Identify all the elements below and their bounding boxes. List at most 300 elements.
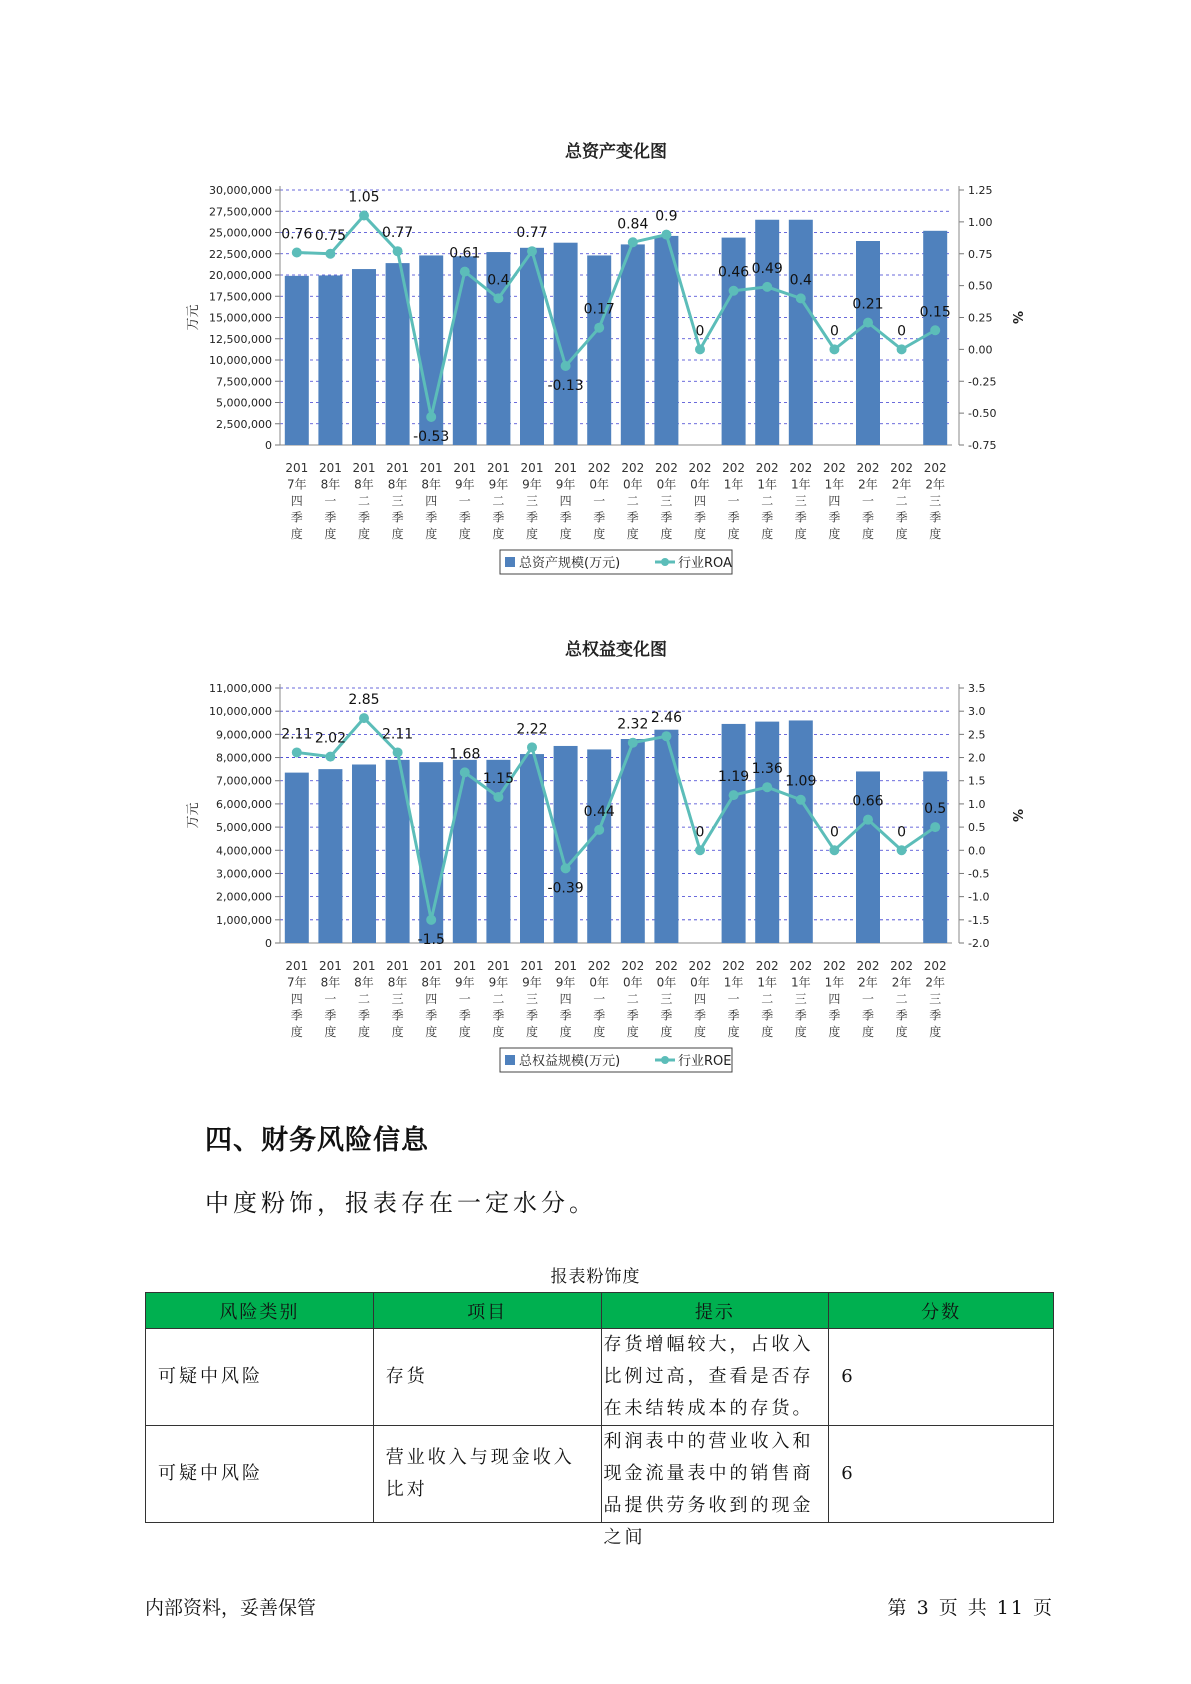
equity-left-tick-label: 7,000,000 [216,774,272,788]
assets-data-label: 0.9 [655,208,678,225]
assets-x-tick-label: 度 [559,527,572,541]
row-category: 可疑中风险 [146,1329,374,1426]
equity-right-tick-label: 1.5 [968,774,986,788]
equity-x-tick-label: 三 [525,992,539,1006]
equity-x-tick-label: 201 [318,959,342,973]
equity-data-label: 2.11 [281,726,313,743]
equity-x-tick-label: 二 [895,992,908,1006]
equity-x-tick-label: 8年 [354,975,374,990]
assets-x-tick-label: 2年 [891,477,912,492]
equity-legend-line-label: 行业ROE [678,1054,732,1069]
assets-x-tick-label: 度 [391,527,404,541]
equity-line-point [527,742,537,752]
equity-right-tick-label: 3.5 [968,682,986,695]
assets-legend-line-label: 行业ROA [678,556,732,571]
assets-data-label: -0.53 [413,428,450,445]
assets-x-tick-label: 8年 [320,477,341,492]
assets-x-tick-label: 9年 [454,477,475,492]
equity-right-tick-label: -0.5 [968,867,990,881]
equity-bar [318,769,342,943]
assets-data-label: 0.49 [751,260,783,277]
equity-x-tick-label: 1年 [790,975,811,990]
equity-bar [722,724,746,943]
equity-right-tick-label: 3.0 [968,705,986,719]
assets-left-tick-label: 7,500,000 [216,375,272,389]
equity-x-tick-label: 三 [794,992,807,1006]
total-equity-chart [0,628,1191,1098]
total-equity-chart-svg [0,628,1191,1098]
row-hint: 存货增幅较大，占收入比例过高，查看是否存在未结转成本的存货。 [603,1334,814,1419]
equity-bar [453,760,477,943]
assets-left-tick-label: 27,500,000 [209,205,272,219]
equity-x-tick-label: 度 [626,1025,639,1039]
equity-data-label: 0 [829,824,839,841]
assets-x-tick-label: 二 [626,494,639,508]
assets-left-tick-label: 0 [265,439,272,452]
equity-left-tick-label: 4,000,000 [216,844,272,858]
equity-line-point [729,790,739,800]
assets-x-tick-label: 8年 [421,477,442,492]
equity-x-tick-label: 三 [391,992,404,1006]
equity-x-tick-label: 1年 [824,975,845,990]
equity-data-label: 0.66 [852,793,884,810]
assets-x-tick-label: 8年 [354,477,374,492]
total-assets-chart [0,130,1191,600]
assets-data-label: 0.21 [852,296,884,313]
equity-x-tick-label: 季 [458,1008,471,1023]
assets-y2-axis-label: % [1009,310,1024,325]
assets-x-tick-label: 7年 [286,477,307,492]
assets-x-tick-label: 一 [593,494,606,508]
assets-x-tick-label: 度 [895,527,908,541]
assets-bar [587,255,611,445]
equity-x-tick-label: 二 [626,992,639,1006]
assets-x-tick-label: 1年 [790,477,811,492]
equity-right-tick-label: -2.0 [968,937,990,950]
assets-line-point [393,246,403,256]
assets-bar [453,256,477,445]
assets-x-tick-label: 度 [357,527,371,541]
equity-x-tick-label: 度 [559,1025,572,1039]
assets-x-tick-label: 季 [324,510,337,525]
assets-data-label: 0.4 [789,272,812,289]
equity-x-tick-label: 202 [621,959,645,973]
equity-line-point [594,825,604,835]
equity-x-tick-label: 季 [693,1008,707,1023]
assets-bar [352,269,376,445]
equity-x-tick-label: 202 [654,959,678,973]
equity-right-tick-label: 0.0 [968,844,986,858]
assets-line-point [561,361,571,371]
equity-y2-axis-label: % [1009,808,1024,823]
assets-x-tick-label: 1年 [757,477,778,492]
equity-right-tick-label: 0.5 [968,821,986,835]
equity-data-label: 1.15 [482,770,514,787]
equity-x-tick-label: 季 [828,1008,841,1023]
assets-line-point [930,325,940,335]
assets-x-tick-label: 季 [727,510,740,525]
assets-x-tick-label: 三 [525,494,539,508]
assets-x-tick-label: 201 [419,461,443,475]
equity-data-label: 1.19 [718,769,750,786]
assets-data-label: 0 [829,323,839,340]
equity-x-tick-label: 9年 [555,975,576,990]
assets-line-point [661,230,671,240]
assets-x-tick-label: 一 [458,494,471,508]
equity-left-tick-label: 0 [265,937,272,950]
equity-x-tick-label: 201 [352,959,376,973]
equity-line-point [493,792,503,802]
equity-left-tick-label: 6,000,000 [216,797,272,811]
assets-legend-line-marker [661,558,669,566]
equity-left-tick-label: 5,000,000 [216,821,272,835]
equity-x-tick-label: 201 [486,959,510,973]
assets-line-point [594,323,604,333]
equity-x-tick-label: 三 [929,992,942,1006]
row-score: 6 [829,1329,1054,1426]
assets-x-tick-label: 度 [693,527,707,541]
equity-bar [352,765,376,944]
equity-x-tick-label: 202 [890,959,914,973]
assets-x-tick-label: 四 [693,494,707,508]
equity-data-label: 0 [695,824,705,841]
assets-line-point [292,247,302,257]
equity-x-tick-label: 一 [861,992,875,1006]
equity-x-tick-label: 度 [895,1025,908,1039]
assets-left-tick-label: 25,000,000 [209,226,272,240]
equity-x-tick-label: 201 [386,959,410,973]
assets-line-point [460,267,470,277]
equity-x-tick-label: 季 [593,1008,606,1023]
assets-x-tick-label: 0年 [589,477,610,492]
equity-x-tick-label: 季 [357,1008,371,1023]
assets-data-label: 1.05 [348,189,380,206]
equity-data-label: 0 [897,824,907,841]
equity-chart-title: 总权益变化图 [565,640,667,660]
equity-x-tick-label: 三 [660,992,673,1006]
assets-right-tick-label: 1.00 [968,215,993,229]
equity-x-tick-label: 0年 [656,975,677,990]
equity-line-point [829,845,839,855]
equity-left-tick-label: 2,000,000 [216,890,272,904]
assets-data-label: 0.76 [281,226,313,243]
equity-x-tick-label: 202 [923,959,947,973]
assets-x-tick-label: 202 [654,461,678,475]
equity-x-tick-label: 一 [727,992,740,1006]
table-row [146,1329,1054,1426]
table-caption: 报表粉饰度 [550,1267,641,1287]
equity-x-tick-label: 202 [688,959,712,973]
risk-summary: 中度粉饰，报表存在一定水分。 [205,1189,597,1217]
assets-x-tick-label: 202 [722,461,746,475]
equity-x-tick-label: 7年 [286,975,307,990]
assets-x-tick-label: 度 [626,527,639,541]
assets-data-label: 0.17 [583,301,615,318]
equity-x-tick-label: 四 [559,992,572,1006]
row-hint-cell [601,1329,829,1426]
assets-x-tick-label: 201 [285,461,309,475]
equity-right-tick-label: -1.5 [968,913,990,927]
assets-x-tick-label: 202 [789,461,813,475]
equity-legend-line-marker [661,1056,669,1064]
assets-line-point [695,344,705,354]
equity-x-tick-label: 度 [861,1025,875,1039]
equity-x-tick-label: 二 [492,992,505,1006]
assets-x-tick-label: 一 [861,494,875,508]
assets-x-tick-label: 度 [660,527,673,541]
assets-x-tick-label: 四 [559,494,572,508]
assets-x-tick-label: 202 [856,461,880,475]
equity-x-tick-label: 季 [660,1008,673,1023]
assets-right-tick-label: 1.25 [968,184,993,197]
header-score: 分数 [829,1293,1054,1329]
assets-x-tick-label: 度 [425,527,438,541]
assets-left-tick-label: 22,500,000 [209,247,272,261]
equity-x-tick-label: 季 [324,1008,337,1023]
row-item: 存货 [373,1329,601,1426]
assets-x-tick-label: 季 [828,510,841,525]
equity-right-tick-label: 2.5 [968,728,986,742]
equity-line-point [762,782,772,792]
assets-x-tick-label: 二 [492,494,505,508]
section-heading: 四、财务风险信息 [205,1125,429,1156]
equity-x-tick-label: 一 [458,992,471,1006]
row-score: 6 [829,1426,1054,1523]
assets-legend-bar-swatch [505,557,515,567]
assets-bar [755,220,779,445]
equity-left-tick-label: 10,000,000 [209,705,272,719]
assets-x-tick-label: 0年 [656,477,677,492]
assets-x-tick-label: 度 [492,527,505,541]
header-hint: 提示 [601,1293,829,1329]
assets-x-tick-label: 季 [290,510,303,525]
equity-line-point [661,731,671,741]
assets-x-tick-label: 度 [458,527,471,541]
equity-x-tick-label: 度 [727,1025,740,1039]
assets-x-tick-label: 季 [895,510,908,525]
assets-right-tick-label: 0.50 [968,279,993,293]
equity-line-point [292,747,302,757]
assets-left-tick-label: 10,000,000 [209,354,272,367]
equity-x-tick-label: 季 [290,1008,303,1023]
equity-left-tick-label: 1,000,000 [216,913,272,927]
assets-left-tick-label: 30,000,000 [209,184,272,197]
assets-line-point [863,318,873,328]
equity-x-tick-label: 一 [593,992,606,1006]
assets-bar [789,220,813,445]
equity-x-tick-label: 度 [458,1025,471,1039]
equity-bar [755,722,779,943]
equity-x-tick-label: 8年 [387,975,408,990]
equity-x-tick-label: 201 [285,959,309,973]
equity-x-tick-label: 度 [660,1025,673,1039]
assets-x-tick-label: 1年 [824,477,845,492]
header-item: 项目 [373,1293,601,1329]
assets-x-tick-label: 度 [761,527,774,541]
assets-right-tick-label: -0.25 [968,375,997,389]
assets-x-tick-label: 季 [559,510,572,525]
equity-x-tick-label: 201 [419,959,443,973]
equity-x-tick-label: 季 [492,1008,505,1023]
equity-x-tick-label: 季 [929,1008,942,1023]
assets-right-tick-label: -0.75 [968,439,997,452]
equity-y-axis-label: 万元 [186,802,201,829]
equity-x-tick-label: 202 [722,959,746,973]
equity-x-tick-label: 2年 [858,975,878,990]
assets-x-tick-label: 四 [425,494,438,508]
assets-x-tick-label: 9年 [488,477,509,492]
equity-x-tick-label: 8年 [421,975,442,990]
equity-x-tick-label: 度 [693,1025,707,1039]
assets-line-point [897,344,907,354]
assets-left-tick-label: 12,500,000 [209,332,272,346]
assets-x-tick-label: 三 [391,494,404,508]
equity-left-tick-label: 9,000,000 [216,728,272,742]
assets-x-tick-label: 三 [660,494,673,508]
equity-x-tick-label: 季 [895,1008,908,1023]
equity-bar [285,773,309,943]
assets-x-tick-label: 季 [593,510,606,525]
equity-data-label: 2.46 [650,710,682,727]
assets-y-axis-label: 万元 [186,304,201,331]
header-risk-category: 风险类别 [146,1293,374,1329]
assets-right-tick-label: 0.00 [968,343,993,357]
assets-x-tick-label: 季 [525,510,539,525]
equity-right-tick-label: 1.0 [968,797,986,811]
assets-x-tick-label: 0年 [622,477,643,492]
assets-chart-title: 总资产变化图 [565,142,667,162]
assets-x-tick-label: 9年 [522,477,542,492]
assets-bar [923,231,947,445]
assets-x-tick-label: 季 [391,510,404,525]
assets-x-tick-label: 四 [290,494,303,508]
equity-x-tick-label: 季 [525,1008,539,1023]
equity-x-tick-label: 2年 [891,975,912,990]
assets-x-tick-label: 度 [290,527,303,541]
equity-x-tick-label: 度 [391,1025,404,1039]
equity-line-point [863,815,873,825]
equity-x-tick-label: 202 [789,959,813,973]
assets-x-tick-label: 度 [324,527,337,541]
assets-left-tick-label: 20,000,000 [209,269,272,282]
assets-x-tick-label: 度 [593,527,606,541]
assets-x-tick-label: 季 [425,510,438,525]
assets-x-tick-label: 2年 [858,477,878,492]
equity-x-tick-label: 9年 [488,975,509,990]
equity-data-label: 2.85 [348,692,380,709]
equity-line-point [695,845,705,855]
assets-x-tick-label: 三 [794,494,807,508]
equity-bar [554,746,578,943]
assets-data-label: 0.15 [919,304,951,321]
equity-x-tick-label: 度 [425,1025,438,1039]
assets-line-point [628,237,638,247]
assets-x-tick-label: 二 [761,494,774,508]
assets-data-label: -0.13 [547,377,584,394]
equity-x-tick-label: 度 [593,1025,606,1039]
equity-x-tick-label: 二 [761,992,774,1006]
equity-x-tick-label: 度 [324,1025,337,1039]
equity-data-label: 2.32 [617,716,649,733]
equity-x-tick-label: 度 [828,1025,841,1039]
equity-x-tick-label: 度 [525,1025,539,1039]
equity-x-tick-label: 季 [761,1008,774,1023]
equity-line-point [930,822,940,832]
equity-x-tick-label: 四 [425,992,438,1006]
equity-line-point [393,747,403,757]
equity-x-tick-label: 202 [755,959,779,973]
equity-x-tick-label: 季 [727,1008,740,1023]
equity-x-tick-label: 季 [861,1008,875,1023]
assets-data-label: 0.75 [314,227,346,244]
assets-x-tick-label: 度 [727,527,740,541]
assets-x-tick-label: 201 [453,461,477,475]
equity-x-tick-label: 四 [290,992,303,1006]
assets-x-tick-label: 三 [929,494,942,508]
table-row [146,1426,1054,1523]
assets-data-label: 0.84 [617,216,649,233]
assets-x-tick-label: 202 [822,461,846,475]
assets-x-tick-label: 度 [861,527,875,541]
assets-left-tick-label: 15,000,000 [209,311,272,325]
equity-line-point [460,767,470,777]
equity-data-label: 1.09 [785,773,817,790]
assets-x-tick-label: 季 [492,510,505,525]
table-header-row [146,1293,1054,1329]
assets-x-tick-label: 度 [525,527,539,541]
assets-data-label: 0.46 [718,264,750,281]
equity-x-tick-label: 度 [929,1025,942,1039]
assets-x-tick-label: 度 [828,527,841,541]
assets-x-tick-label: 季 [693,510,707,525]
assets-x-tick-label: 201 [318,461,342,475]
equity-left-tick-label: 8,000,000 [216,751,272,765]
assets-x-tick-label: 2年 [925,477,946,492]
assets-x-tick-label: 度 [794,527,807,541]
assets-x-tick-label: 季 [794,510,807,525]
equity-data-label: 1.68 [449,746,481,763]
assets-x-tick-label: 8年 [387,477,408,492]
assets-x-tick-label: 202 [755,461,779,475]
assets-x-tick-label: 201 [352,461,376,475]
assets-x-tick-label: 0年 [690,477,710,492]
equity-line-point [426,915,436,925]
footer-page-number: 第 3 页 共 11 页 [887,1597,1054,1619]
assets-line-point [829,344,839,354]
equity-x-tick-label: 202 [856,959,880,973]
assets-line-point [426,412,436,422]
assets-x-tick-label: 9年 [555,477,576,492]
assets-x-tick-label: 201 [554,461,578,475]
row-category: 可疑中风险 [146,1426,374,1523]
equity-data-label: 2.11 [382,726,414,743]
equity-bar [923,771,947,943]
equity-data-label: 0.5 [924,801,947,818]
assets-data-label: 0.77 [382,225,414,242]
assets-x-tick-label: 四 [828,494,841,508]
equity-x-tick-label: 度 [794,1025,807,1039]
equity-data-label: 2.22 [516,721,548,738]
equity-x-tick-label: 季 [794,1008,807,1023]
equity-x-tick-label: 季 [391,1008,404,1023]
equity-x-tick-label: 201 [453,959,477,973]
assets-bar [318,275,342,445]
equity-bar [789,720,813,943]
assets-x-tick-label: 202 [621,461,645,475]
equity-legend-bar-label: 总权益规模(万元) [519,1054,621,1069]
assets-bar [621,244,645,445]
assets-x-tick-label: 季 [626,510,639,525]
